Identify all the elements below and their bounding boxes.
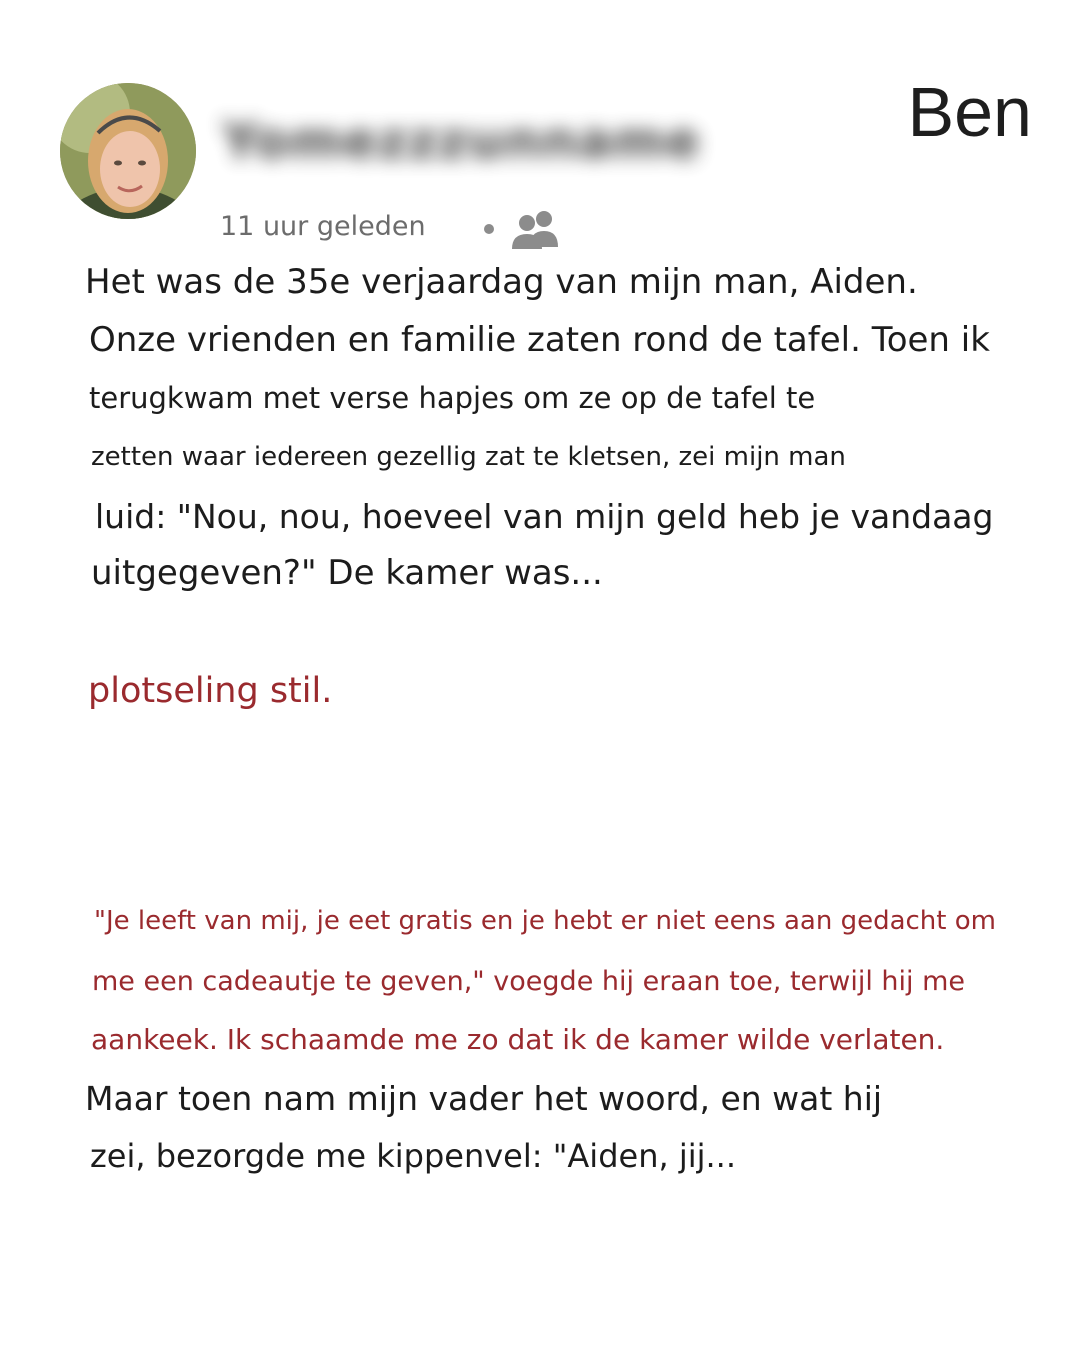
separator-dot: [484, 224, 494, 234]
post-text-line: Het was de 35e verjaardag van mijn man, Aiden.: [85, 262, 918, 302]
post-text-line-highlight: me een cadeautje te geven," voegde hij eraan toe, terwijl hij me: [92, 966, 966, 997]
avatar-photo: [60, 83, 196, 219]
post-text-line: Maar toen nam mijn vader het woord, en wat hij: [85, 1079, 883, 1118]
avatar[interactable]: [60, 83, 196, 219]
post-text-line-highlight: aankeek. Ik schaamde me zo dat ik de kamer wilde verlaten.: [91, 1023, 945, 1056]
post-text-line-highlight: "Je leeft van mij, je eet gratis en je hebt er niet eens aan gedacht om: [94, 906, 996, 936]
post-text-line: Onze vrienden en familie zaten rond de tafel. Toen ik: [89, 320, 990, 360]
friends-icon[interactable]: [510, 207, 560, 253]
post-text-line-highlight: plotseling stil.: [88, 671, 333, 711]
corner-name-label: Ben: [907, 73, 1032, 151]
post-timestamp[interactable]: 11 uur geleden: [220, 211, 426, 242]
post-text-line: zei, bezorgde me kippenvel: "Aiden, jij...: [90, 1137, 736, 1175]
account-name[interactable]: Yomezzzunname: [222, 112, 701, 170]
post-text-line: uitgegeven?" De kamer was...: [91, 553, 603, 593]
bottom-fade: [0, 1300, 1080, 1350]
post-text-line: zetten waar iedereen gezellig zat te kletsen, zei mijn man: [91, 442, 846, 472]
post-text-line: terugkwam met verse hapjes om ze op de tafel te: [89, 381, 816, 415]
post-text-line: luid: "Nou, nou, hoeveel van mijn geld heb je vandaag: [95, 497, 994, 536]
